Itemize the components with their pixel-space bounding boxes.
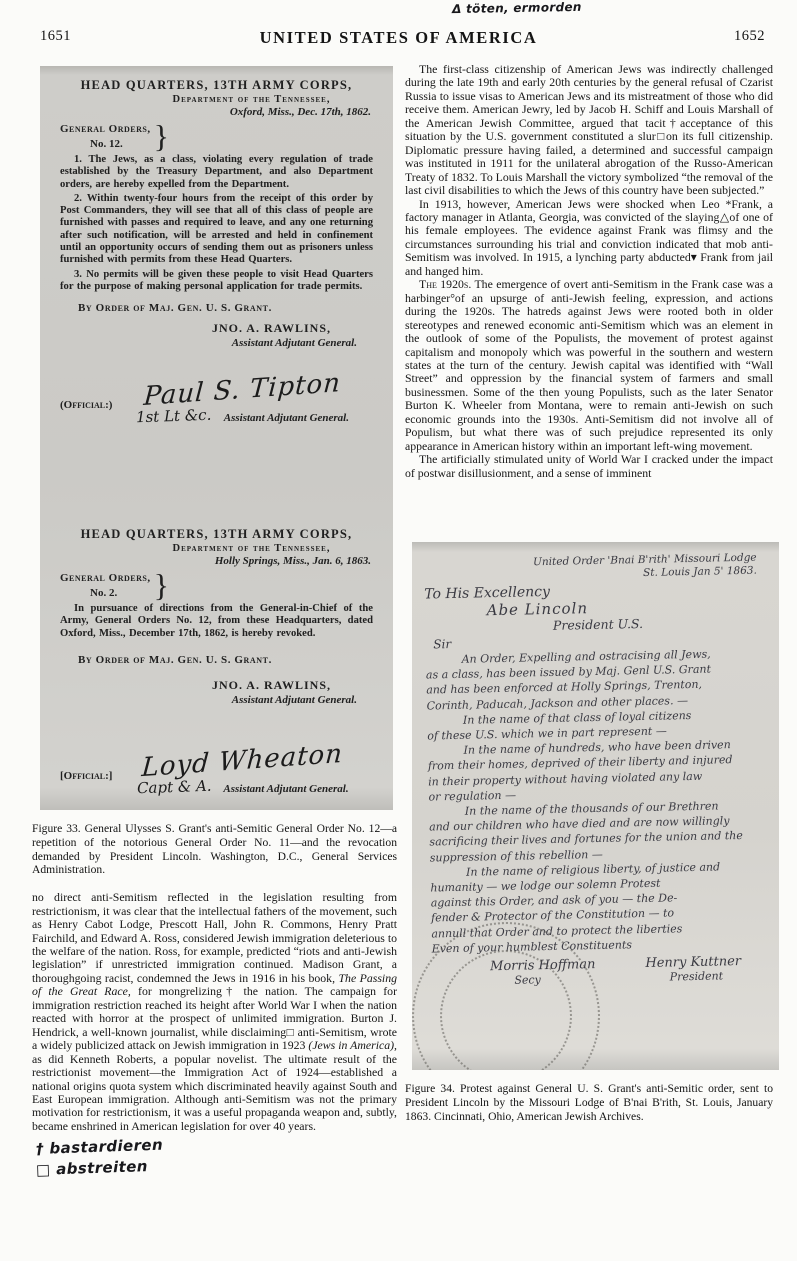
order2-signature-title: Assistant Adjutant General. [223,783,349,795]
letter-lodge-line: United Order 'Bnai B'rith' Missouri Lodge [532,551,757,569]
letter-line: in their property without having violated any law [428,769,703,789]
order2-general-orders [60,567,373,604]
letter-address-2: Abe Lincoln [486,599,589,620]
text-segment: as did Kenneth Roberts, a popular novelist. The ultimate result of the restrictionist movement—the Immigration Act of 1924—established a national origins quota system which discriminated heavily against South and East European immigration. Although anti-Semitism was not the primary motivation for restrictionism, it was a useful propaganda weapon and, subtly, became enshrined in American legislation for over 40 years. [32,1051,397,1133]
letter-line: In the name of hundreds, who have been driven [463,738,731,758]
order2-heading: HEAD QUARTERS, 13TH ARMY CORPS, [80,527,353,542]
margin-note-abstreiten: □ abstreiten [35,1157,149,1180]
text-segment: The Passing of the Great Race, [32,970,397,999]
handwritten-margin-notes [35,1135,397,1181]
paragraph-lead: The 1920s. [419,277,472,292]
letter-line: and has been enforced at Holly Springs, Trenton, [426,678,703,697]
right-paragraph-1: The first-class citizenship of American Jews was indirectly challenged during the late 19th and early 20th centuries by the general refusal of Czarist Russia to issue visas to American Jews and its mistreatment of those who did receive them. American Jewry, led by Jacob H. Schiff and Louis Marshall of the American Jewish Committee, argued that tacit†acceptance of this situation by the U.S. government constituted a slur□on its full citizenship. Diplomatic pressure having failed, a determined and successful campaign was instituted in 1911 for the unilateral abrogation of the Russo-American Treaty of 1832. To Louis Marshall the victory symbolized “the removal of the last civil disabilities to which the Jews of this country have been subjected.” [405,62,773,198]
letter-line: annull that Order and to protect the liberties [431,921,683,941]
order1-general-orders [60,120,373,152]
text-segment: (Jews in America), [308,1038,397,1053]
order1-orders-label: General Orders, [60,122,151,135]
text-segment: for mongrelizing† the nation. The campaign for immigration restriction reached its height after World War I when the nation reacted with horror at the prospect of unlimited immigration. Burton J. Hendrick, a well-known journalist, while disclaiming□ anti-Semitism, wrote a widely publicized attack on Jewish immigration in 1923 [32,984,397,1053]
letter-line: In the name of the thousands of our Brethren [464,799,719,818]
order1-heading: HEAD QUARTERS, 13TH ARMY CORPS, [80,78,353,92]
letter-line: from their homes, deprived of their liberty and injured [427,753,733,773]
order2-signer-title: Assistant Adjutant General. [231,694,357,706]
order1-signature [112,368,373,427]
order1-paragraph-3: 3. No permits will be given these people to visit Head Quarters for the purpose of making personal application for trade permits. [60,268,373,292]
letter-line: humanity — we lodge our solemn Protest [430,876,661,895]
letter-signature-right-name: Henry Kuttner [645,954,742,972]
left-body-paragraph [32,891,397,1133]
figure33-document [60,78,373,796]
figure34-caption: Figure 34. Protest against General U. S. Grant's anti-Semitic order, sent to President Lincoln by the Missouri Lodge of B'nai B'rith, St. Louis, January 1863. Cincinnati, Ohio, American Jewish Archives. [405,1082,773,1123]
figure34-scan [412,542,779,1070]
right-paragraph-2: In 1913, however, American Jews were shocked when Leo *Frank, a factory manager in Atlanta, Georgia, was convicted of the slaying△of one of his female employees. The evidence against Frank was flimsy and the circumstances surrounding his trial and conviction indicated that mob anti-Semitism was involved. In 1915, a lynching party abducted▾ Frank from jail and hanged him. [405,196,773,278]
letter-signature-right [645,954,741,984]
letter-line: or regulation — [428,788,517,804]
order2-subheading: Department of the Tennessee, [172,543,331,555]
letter-line: Corinth, Paducah, Jackson and other places. — [426,693,689,713]
document-gap [60,425,373,527]
brace-glyph: } [153,567,169,604]
order1-official-row [60,368,373,427]
order2-number: No. 2. [90,586,118,599]
order1-signature-title: Assistant Adjutant General. [223,412,349,425]
figure33-caption: Figure 33. General Ulysses S. Grant's anti-Semitic General Order No. 12—a repetition of the notorious General Order No. 11—and the revocation demanded by President Lincoln. Washington, D.C., General Services Administration. [32,822,397,877]
letter-line: In the name of that class of loyal citizens [462,708,692,727]
letter-date-line: St. Louis Jan 5' 1863. [642,564,757,580]
order2-paragraph-1: In pursuance of directions from the General-in-Chief of the Army, General Orders No. 12, from these Headquarters, dated Oxford, Miss., December 17th, 1862, is hereby revoked. [60,603,373,639]
order1-paragraph-2: 2. Within twenty-four hours from the receipt of this order by Post Commanders, they will see that all of this class of people are furnished with passes and required to leave, and any one returning after such notification, will be arrested and held in confinement until an opportunity occurs of sending them out as prisoners unless furnished with permits from these Head Quarters. [60,192,373,266]
letter-line: An Order, Expelling and ostracising all Jews, [461,647,711,666]
paragraph-rest: The emergence of overt anti-Semitism in the Frank case was a harbinger°of an upsurge of anti-Jewish feeling, expression, and actions during the 1920s. The hatreds against Jews were rooted both in older stereotypes and renewed economic anti-Semitism which was an element in the outlook of some of the Populists, the movement of protest against capitalism and monopoly which was powerful in the southern and western states at the turn of the century. Jewish capital was identified with “Wall Street” and oppression by the financial system of farmers and small businessmen. Some of the then young Populists, such as the later Senator Burton K. Wheeler from Montana, were to remain anti-Jewish on such economic grounds into the 1930s. Anti-Semitism did not involve all of Populism, but what there was of such prejudice represented its only appearance in American history within an important left-wing movement. [405,277,774,453]
letter-line: and our children who have died and are now willingly [429,814,730,834]
order1-signer-title: Assistant Adjutant General. [231,337,357,350]
right-paragraph-3 [405,278,773,453]
order1-subheading: Department of the Tennessee, [172,94,331,105]
letter-line: sacrificing their lives and fortunes for the union and the [429,829,743,849]
figure33-scan [40,66,393,810]
order2-orders-label: General Orders, [60,571,151,584]
letter-line: fender & Protector of the Constitution — to [430,906,675,925]
order1-dateline: Oxford, Miss., Dec. 17th, 1862. [229,106,371,118]
order1-by-order: By Order of Maj. Gen. U. S. Grant. [78,302,272,315]
letter-signature-left-name: Morris Hoffman [489,957,596,975]
order1-signer-name: JNO. A. RAWLINS, [211,321,331,336]
letter-salutation: Sir [433,637,452,652]
brace-glyph: } [153,118,169,154]
letter-address-3: President U.S. [552,616,644,633]
left-column [32,66,397,1181]
letter-line: as a class, has been issued by Maj. Genl U.S. Grant [425,662,712,682]
page-number-left: 1651 [40,28,71,44]
order1-signature-script: Paul S. Tipton [143,368,343,413]
page-header [0,28,797,50]
handwritten-annotation-top: Δ töten, ermorden [451,0,582,17]
right-column [405,63,773,1123]
letter-body [426,646,767,957]
order2-signature-rank: Capt & A. [136,776,212,798]
letter-line: suppression of this rebellion — [429,847,603,865]
page-number-right: 1652 [734,28,765,44]
margin-note-bastardieren: † bastardieren [35,1135,164,1159]
order2-signature [112,738,373,798]
order2-official-label: [Official:] [60,770,113,782]
right-paragraph-4: The artificially stimulated unity of World War I cracked under the impact of postwar disillusionment, and a sense of imminent [405,452,773,480]
order2-signer-name: JNO. A. RAWLINS, [211,678,331,692]
order1-paragraph-1: 1. The Jews, as a class, violating every regulation of trade established by the Treasury Department, and also Department orders, are hereby expelled from the Department. [60,154,373,190]
figure34-letter [424,552,768,989]
text-segment: no direct anti-Semitism reflected in the legislation resulting from restrictionism, it was clear that the intellectual fathers of the movement, such as Henry Cabot Lodge, Prescott Hall, John R. Commons, Henry Pratt Fairchild, and Edward A. Ross, considered Jewish immigration deleterious to the welfare of the nation. Ross, for example, predicted “riots and anti-Jewish legislation” if unrestricted immigration continued. Madison Grant, a thoroughgoing racist, condemned the Jews in 1916 in his book, [32,890,397,985]
order1-number: No. 12. [90,137,123,150]
order2-official-row [60,738,373,798]
letter-signature-left-title: Secy [514,973,541,987]
letter-line: Even of your humblest Constituents [431,938,633,956]
order1-signature-rank: 1st Lt &c. [136,405,213,427]
letter-signature-right-title: President [669,969,724,984]
letter-address-1: To His Excellency [424,583,551,603]
page-title: UNITED STATES OF AMERICA [259,28,538,47]
order1-official-label: (Official:) [60,399,113,412]
letter-line: of these U.S. which we in part represent — [427,724,667,743]
order2-dateline: Holly Springs, Miss., Jan. 6, 1863. [214,555,371,568]
letter-line: against this Order, and ask of you — the De- [430,891,678,910]
order2-signature-script: Loyd Wheaton [141,738,345,784]
order2-by-order: By Order of Maj. Gen. U. S. Grant. [78,654,272,666]
letter-line: In the name of religious liberty, of justice and [465,860,721,879]
